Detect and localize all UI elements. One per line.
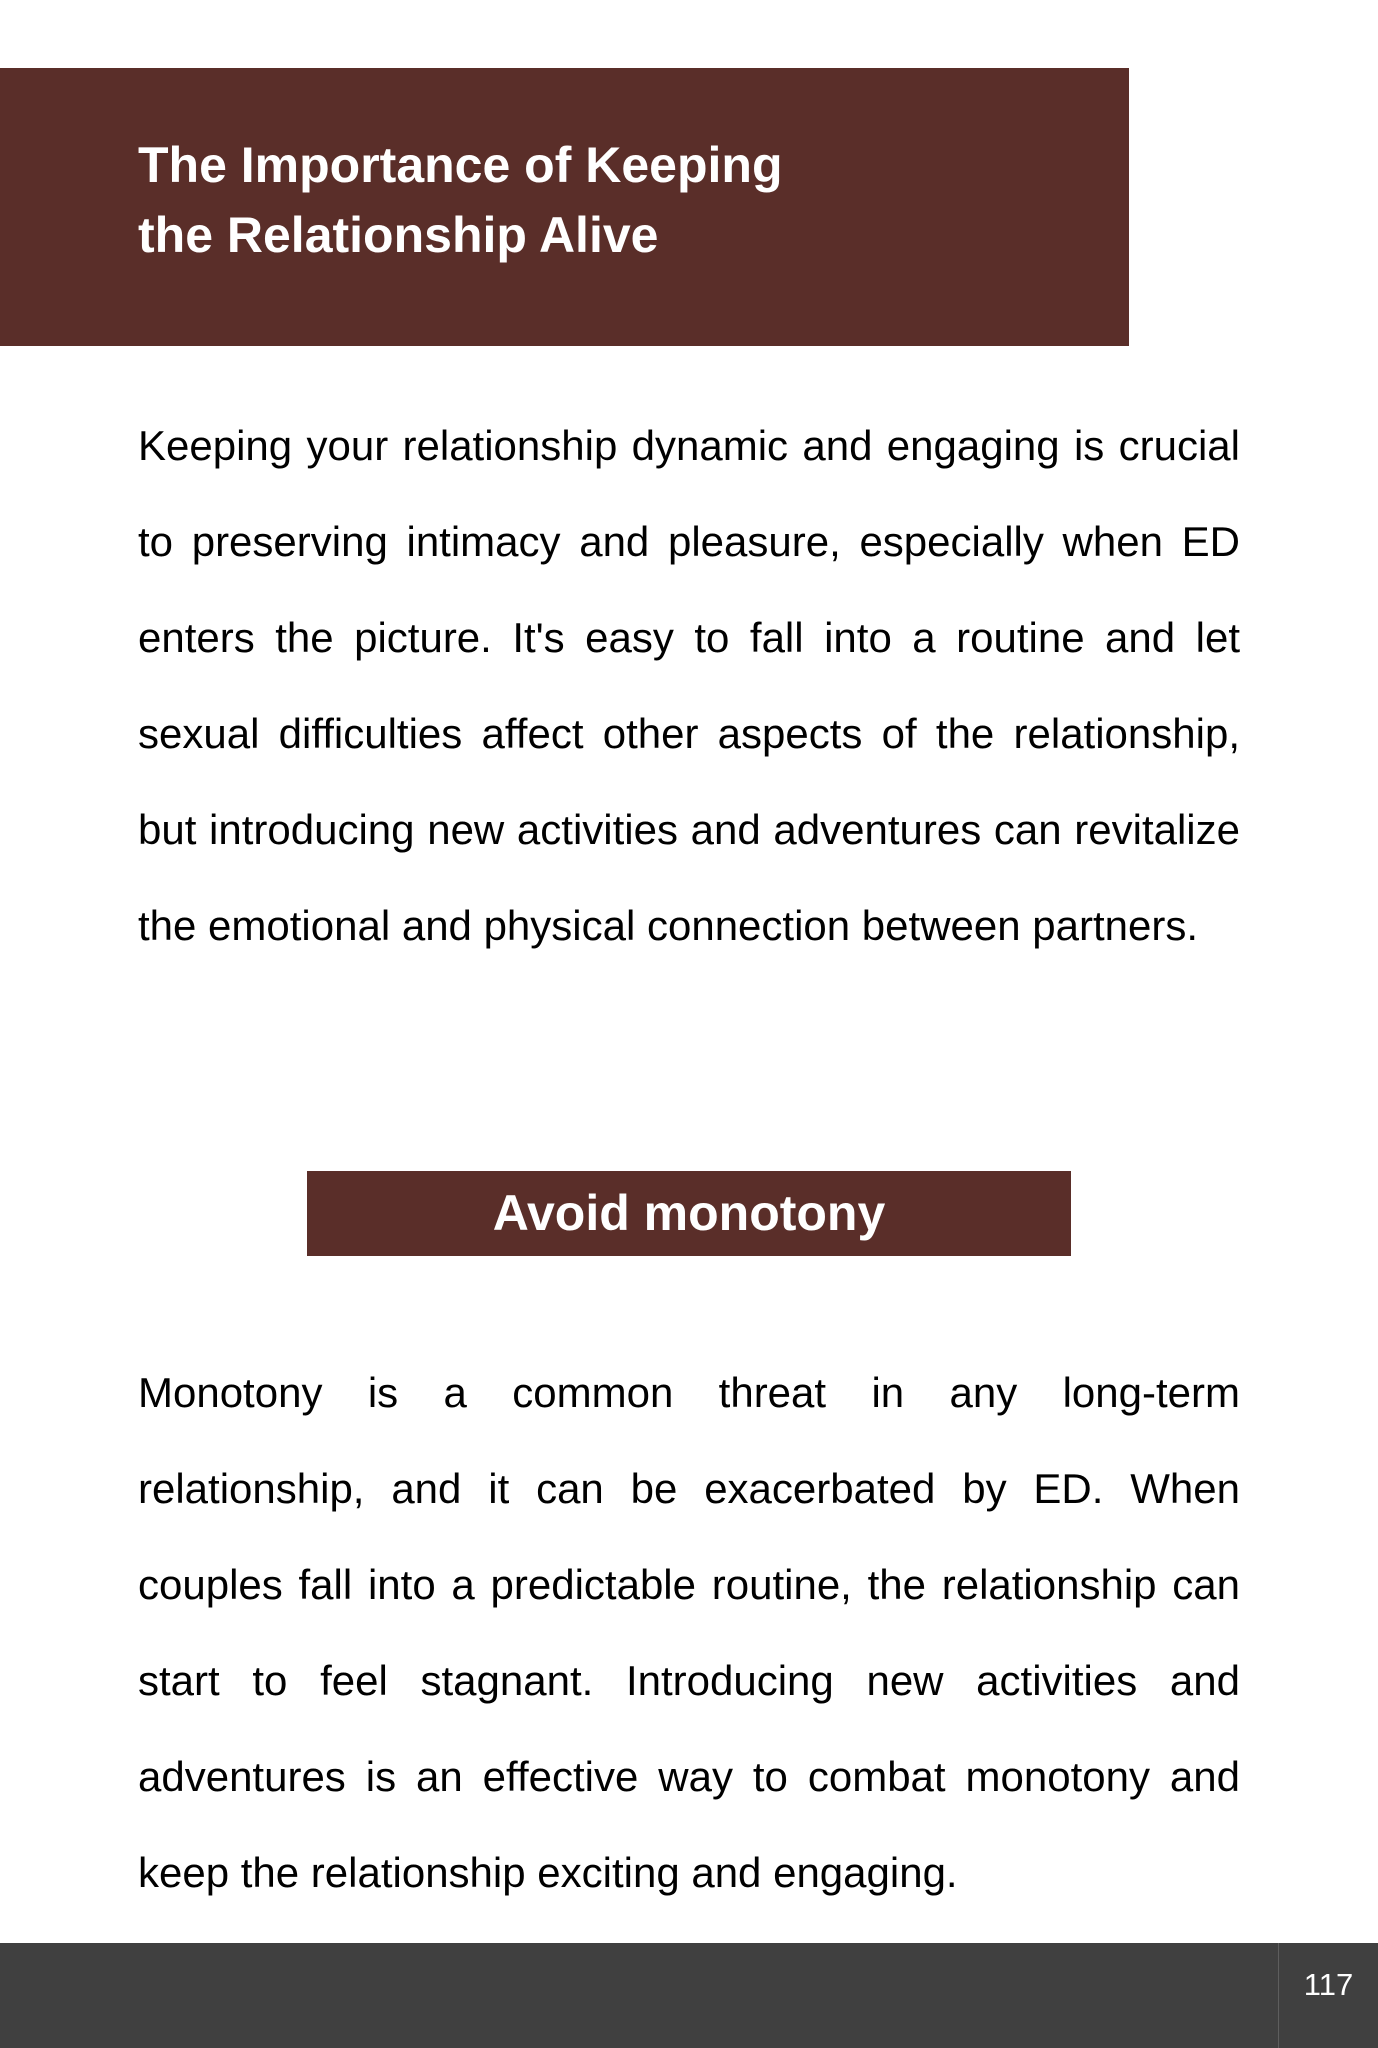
intro-paragraph: Keeping your relationship dynamic and engaging is crucial to preserving intimacy and pleasure, especially when ED enters the picture. It's easy to fall into a routine and let sexual difficulties affect other aspects of the relationship, but introducing new activities and adventures can revitalize the emotional and physical connection between partners. [138,422,1240,949]
page-footer [0,1943,1378,2048]
page-title-line-1: The Importance of Keeping [138,137,783,193]
page-title-line-2: the Relationship Alive [138,207,659,263]
page-number: 117 [1278,1943,1378,2048]
section-heading: Avoid monotony [307,1171,1071,1256]
title-banner [0,68,1129,346]
section-paragraph: Monotony is a common threat in any long-term relationship, and it can be exacerbated by ED. When couples fall into a predictable routine, the relationship can start to feel stagnant. Introducing new activities and adventures is an effective way to combat monotony and keep the relationship exciting and engaging. [138,1369,1240,1896]
